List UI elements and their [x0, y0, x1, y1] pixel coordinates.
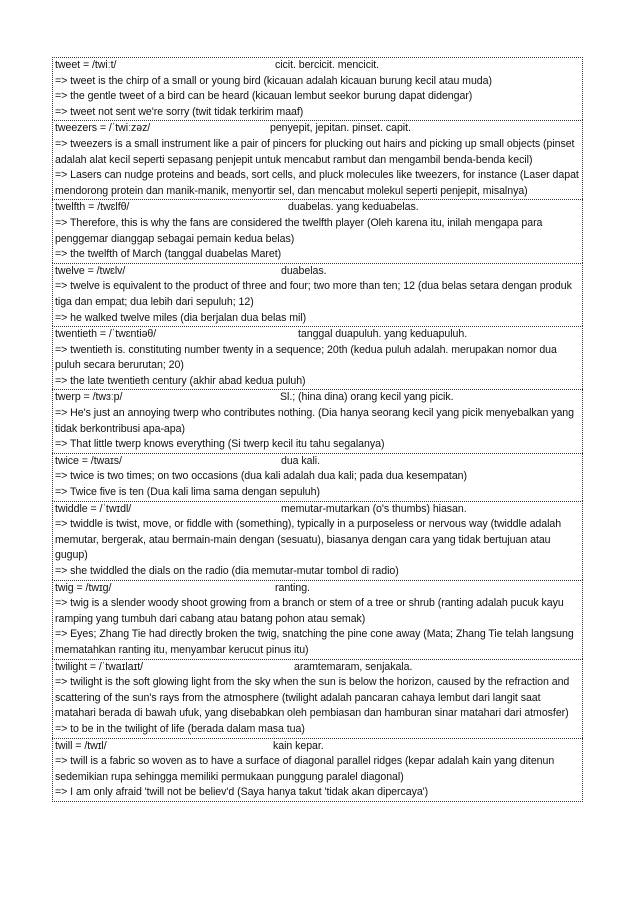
example-line: => twilight is the soft glowing light from the sky when the sun is below the horizon, caused by the refraction and scattering of the sun's rays from the atmosphere (twilight adalah pancaran cahaya lembut dari langit saat matahari berada di bawah ufuk, yang disebabkan oleh pembiasan dan hamburan sinar matahari dari atmosfer) — [55, 676, 570, 720]
headword: twill = /twɪl/ — [55, 739, 107, 752]
example-line: => twice is two times; on two occasions (dua kali adalah dua kali; pada dua kesempatan) — [55, 470, 467, 483]
example-line: => the late twentieth century (akhir abad kedua puluh) — [55, 374, 306, 387]
headword: twice = /twaɪs/ — [55, 454, 122, 467]
headword: twelfth = /twɛlfθ/ — [55, 201, 130, 214]
meaning: ranting. — [275, 581, 310, 594]
headword: twiddle = /ˈtwɪdl/ — [55, 502, 132, 515]
dictionary-page — [52, 57, 583, 802]
example-line: => she twiddled the dials on the radio (dia memutar-mutar tombol di radio) — [55, 565, 399, 577]
meaning: dua kali. — [281, 454, 321, 467]
example-line: => He's just an annoying twerp who contributes nothing. (Dia hanya seorang kecil yang picik menyebalkan yang tidak berkontribusi apa-apa) — [55, 407, 574, 435]
entry-header — [55, 264, 581, 280]
meaning: tanggal duapuluh. yang keduapuluh. — [298, 328, 468, 341]
entry-header — [55, 581, 581, 597]
meaning: cicit. bercicit. mencicit. — [275, 59, 380, 71]
headword: tweet = /twiːt/ — [55, 59, 117, 71]
dictionary-entry — [52, 263, 583, 326]
meaning: duabelas. — [281, 264, 327, 277]
meaning: penyepit, jepitan. pinset. capit. — [270, 122, 411, 135]
dictionary-entry — [52, 326, 583, 389]
example-line: => twelve is equivalent to the product of three and four; two more than ten; 12 (dua belas setara dengan produk tiga dan empat; dua lebih dari sepuluh; 12) — [55, 280, 572, 308]
dictionary-entry — [52, 57, 583, 120]
entry-header — [55, 121, 581, 137]
example-line: => Twice five is ten (Dua kali lima sama dengan sepuluh) — [55, 486, 320, 499]
example-line: => tweezers is a small instrument like a pair of pincers for plucking out hairs and picking up small objects (pinset adalah alat kecil seperti sepasang penjepit untuk mencabut rambut dan mengambil benda-benda kecil) — [55, 137, 575, 166]
example-line: => Therefore, this is why the fans are considered the twelfth player (Oleh karena itu, inilah mengapa para penggemar dianggap sebagai pemain kedua belas) — [55, 216, 543, 245]
headword: twilight = /ˈtwaɪlaɪt/ — [55, 660, 143, 673]
dictionary-entry — [52, 199, 583, 262]
meaning: Sl.; (hina dina) orang kecil yang picik. — [280, 391, 454, 404]
entry-header — [55, 200, 581, 216]
meaning: kain kepar. — [273, 739, 324, 752]
dictionary-entry — [52, 389, 583, 452]
example-line: => Lasers can nudge proteins and beads, sort cells, and pluck molecules like tweezers, for instance (Laser dapat mendorong protein dan manik-manik, menyortir sel, dan mencabut molekul seperti penjepit, misalnya) — [55, 169, 579, 197]
entry-header — [55, 660, 581, 676]
example-line: => tweet is the chirp of a small or young bird (kicauan adalah kicauan burung kecil atau muda) — [55, 74, 492, 87]
example-line: => twill is a fabric so woven as to have a surface of diagonal parallel ridges (kepar adalah kain yang ditenun sedemikian rupa sehingga memiliki permukaan punggung paralel diagonal) — [55, 755, 555, 783]
example-line: => twiddle is twist, move, or fiddle with (something), typically in a purposeless or nervous way (twiddle adalah memutar, bergerak, atau bermain-main dengan (sesuatu), biasanya dengan cara yang tidak bertujuan atau gugup) — [55, 518, 562, 562]
example-line: => That little twerp knows everything (Si twerp kecil itu tahu segalanya) — [55, 438, 385, 451]
entry-header — [55, 327, 581, 343]
example-line: => the gentle tweet of a bird can be heard (kicauan lembut seekor burung dapat didengar) — [55, 90, 473, 103]
meaning: duabelas. yang keduabelas. — [288, 201, 419, 214]
entry-header — [55, 739, 581, 755]
entry-header — [55, 454, 581, 470]
headword: twelve = /twɛlv/ — [55, 264, 126, 277]
meaning: memutar-mutarkan (o's thumbs) hiasan. — [281, 502, 467, 515]
example-line: => twig is a slender woody shoot growing from a branch or stem of a tree or shrub (ranting adalah pucuk kayu ramping yang tumbuh dari cabang atau batang pohon atau semak) — [55, 597, 564, 625]
headword: twentieth = /ˈtwɛntiəθ/ — [55, 328, 157, 341]
dictionary-entry — [52, 659, 583, 738]
dictionary-entry — [52, 580, 583, 659]
dictionary-entry — [52, 501, 583, 580]
example-line: => he walked twelve miles (dia berjalan dua belas mil) — [55, 311, 307, 324]
dictionary-entry — [52, 738, 583, 802]
example-line: => to be in the twilight of life (berada dalam masa tua) — [55, 722, 305, 735]
dictionary-entry — [52, 453, 583, 501]
dictionary-entry — [52, 120, 583, 199]
entry-header — [55, 390, 581, 406]
entry-header — [55, 502, 581, 518]
headword: twig = /twɪg/ — [55, 581, 112, 594]
example-line: => I am only afraid 'twill not be believ'd (Saya hanya takut 'tidak akan dipercaya') — [55, 786, 429, 799]
example-line: => tweet not sent we're sorry (twit tidak terkirim maaf) — [55, 105, 304, 118]
example-line: => twentieth is. constituting number twenty in a sequence; 20th (kedua puluh adalah. merupakan nomor dua puluh secara berurutan; 20) — [55, 343, 557, 372]
meaning: aramtemaram, senjakala. — [294, 660, 413, 673]
headword: tweezers = /ˈtwiːzəz/ — [55, 122, 151, 135]
headword: twerp = /twɜːp/ — [55, 391, 123, 404]
example-line: => the twelfth of March (tanggal duabelas Maret) — [55, 248, 282, 261]
entry-header — [55, 58, 581, 74]
example-line: => Eyes; Zhang Tie had directly broken the twig, snatching the pine cone away (Mata; Zhang Tie telah langsung mematahkan ranting itu, menyambar kerucut pinus itu) — [55, 628, 574, 656]
